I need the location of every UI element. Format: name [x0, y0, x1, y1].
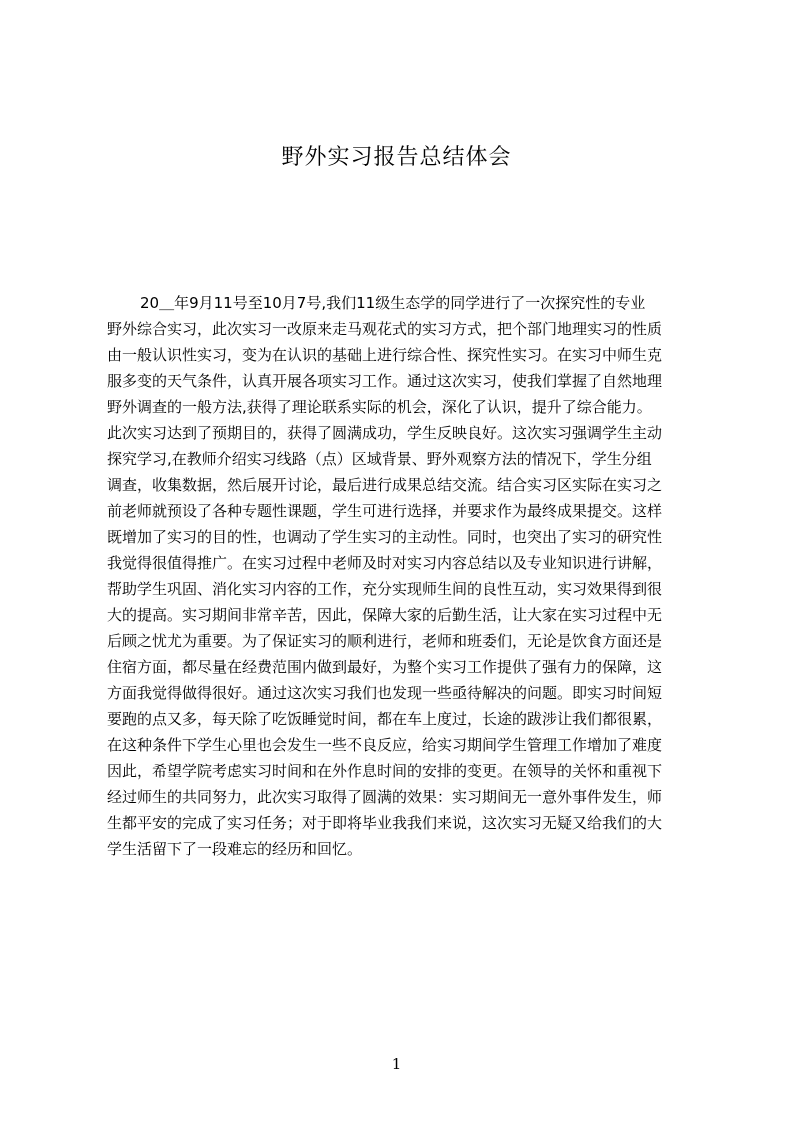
body-line: 生都平安的完成了实习任务；对于即将毕业我我们来说，这次实习无疑又给我们的大: [107, 814, 663, 832]
body-line: 探究学习,在教师介绍实习线路（点）区域背景、野外观察方法的情况下，学生分组: [107, 450, 652, 468]
body-line: 后顾之忧尤为重要。为了保证实习的顺利进行，老师和班委们，无论是饮食方面还是: [107, 632, 663, 650]
body-line: 帮助学生巩固、消化实习内容的工作，充分实现师生间的良性互动，实习效果得到很: [107, 580, 663, 598]
body-line: 学生活留下了一段难忘的经历和回忆。: [107, 840, 363, 858]
body-line: 服多变的天气条件，认真开展各项实习工作。通过这次实习，使我们掌握了自然地理: [107, 372, 663, 390]
page-number: 1: [391, 1055, 402, 1073]
body-line: 既增加了实习的目的性，也调动了学生实习的主动性。同时，也突出了实习的研究性: [107, 528, 663, 546]
body-line: 野外综合实习，此次实习一改原来走马观花式的实习方式，把个部门地理实习的性质: [107, 320, 663, 338]
body-line: 经过师生的共同努力，此次实习取得了圆满的效果：实习期间无一意外事件发生，师: [107, 788, 663, 806]
document-title: 野外实习报告总结体会: [281, 145, 512, 170]
body-line: 前老师就预设了各种专题性课题，学生可进行选择，并要求作为最终成果提交。这样: [107, 502, 663, 520]
body-line: 要跑的点又多，每天除了吃饭睡觉时间，都在车上度过，长途的跋涉让我们都很累，: [107, 710, 663, 728]
body-line: 住宿方面，都尽量在经费范围内做到最好，为整个实习工作提供了强有力的保障，这: [107, 658, 663, 676]
document-body: [107, 290, 700, 862]
body-line: 由一般认识性实习，变为在认识的基础上进行综合性、探究性实习。在实习中师生克: [107, 346, 663, 364]
body-line: 在这种条件下学生心里也会发生一些不良反应，给实习期间学生管理工作增加了难度: [107, 736, 663, 754]
body-line: 20＿年9月11号至10月7号,我们11级生态学的同学进行了一次探究性的专业: [140, 294, 646, 312]
body-line: 野外调查的一般方法,获得了理论联系实际的机会，深化了认识，提升了综合能力。: [107, 398, 652, 416]
body-line: 因此，希望学院考虑实习时间和在外作息时间的安排的变更。在领导的关怀和重视下: [107, 762, 663, 780]
body-line: 调查，收集数据，然后展开讨论，最后进行成果总结交流。结合实习区实际在实习之: [107, 476, 663, 494]
body-line: 大的提高。实习期间非常辛苦，因此，保障大家的后勤生活，让大家在实习过程中无: [107, 606, 663, 624]
body-line: 此次实习达到了预期目的，获得了圆满成功，学生反映良好。这次实习强调学生主动: [107, 424, 663, 442]
body-line: 我觉得很值得推广。在实习过程中老师及时对实习内容总结以及专业知识进行讲解，: [107, 554, 663, 572]
body-line: 方面我觉得做得很好。通过这次实习我们也发现一些亟待解决的问题。即实习时间短: [107, 684, 663, 702]
